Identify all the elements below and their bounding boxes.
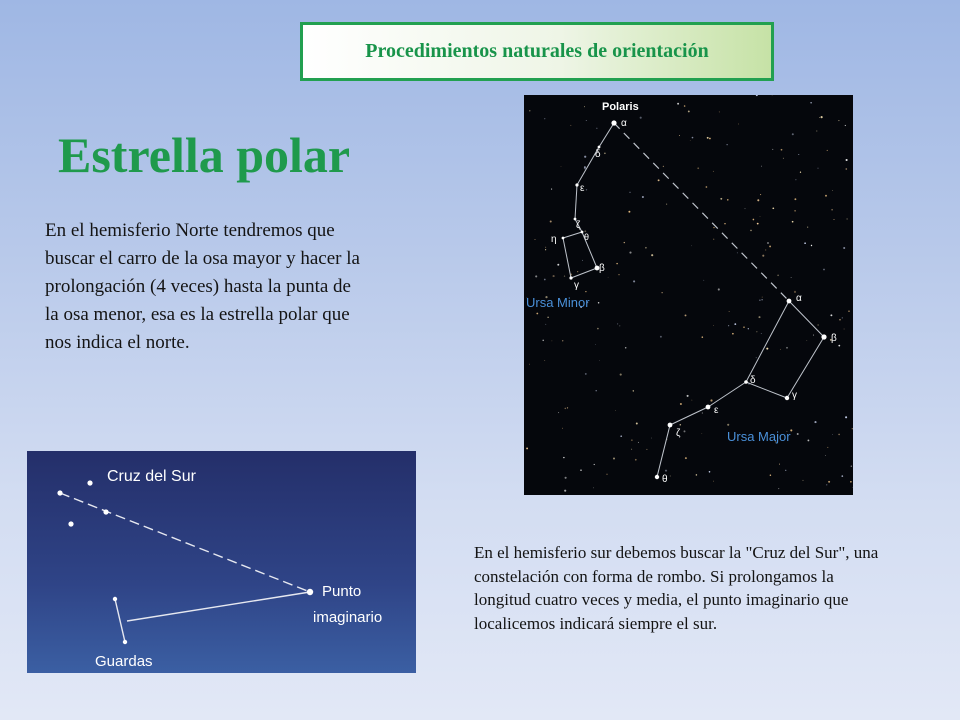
- star-umi-gamma: [569, 276, 572, 279]
- background-star: [625, 347, 627, 349]
- background-star: [761, 166, 762, 167]
- background-star: [563, 457, 564, 458]
- background-star: [818, 168, 819, 169]
- background-star: [662, 292, 663, 293]
- background-star: [565, 477, 567, 479]
- background-star: [586, 120, 587, 121]
- background-star: [629, 192, 630, 193]
- background-star: [702, 412, 703, 413]
- background-star: [638, 442, 639, 443]
- background-star: [660, 336, 662, 338]
- background-star: [692, 400, 693, 401]
- background-star: [585, 291, 586, 292]
- greek-umi-epsilon: ε: [580, 183, 585, 194]
- background-star: [795, 179, 796, 180]
- star-cruz-3: [103, 509, 108, 514]
- punto-label-line1: Punto: [322, 583, 362, 600]
- background-star: [804, 242, 806, 244]
- background-star: [800, 172, 801, 173]
- background-star: [834, 219, 835, 220]
- background-star: [753, 219, 755, 221]
- background-star: [640, 117, 642, 119]
- background-star: [545, 360, 546, 361]
- background-star: [780, 349, 781, 350]
- star-guarda-1: [113, 597, 117, 601]
- background-star: [781, 149, 783, 151]
- background-star: [709, 138, 711, 140]
- background-star: [807, 227, 808, 228]
- background-star: [727, 424, 729, 426]
- background-star: [684, 105, 686, 107]
- background-star: [838, 120, 839, 121]
- background-star: [785, 470, 786, 471]
- background-star: [617, 323, 618, 324]
- background-star: [692, 137, 694, 139]
- background-star: [691, 245, 692, 246]
- background-star: [529, 364, 530, 365]
- background-star: [843, 247, 845, 249]
- background-star: [772, 95, 773, 96]
- background-star: [713, 325, 714, 326]
- background-star: [748, 328, 749, 329]
- background-star: [713, 481, 714, 482]
- background-star: [841, 475, 843, 477]
- greek-uma-epsilon: ε: [714, 405, 719, 416]
- slide-title: Estrella polar: [58, 127, 351, 183]
- background-star: [794, 210, 796, 212]
- background-star: [584, 166, 586, 168]
- background-star: [706, 186, 708, 188]
- cruz-title: Cruz del Sur: [107, 468, 196, 485]
- background-star: [688, 110, 690, 112]
- background-star: [757, 223, 759, 225]
- star-uma-eta: [655, 475, 659, 479]
- background-star: [651, 438, 652, 439]
- background-star: [593, 487, 594, 488]
- background-star: [756, 357, 757, 358]
- background-star: [642, 196, 644, 198]
- background-star: [727, 144, 728, 145]
- ursa-major-label: Ursa Major: [727, 429, 791, 444]
- background-star: [608, 277, 609, 278]
- background-star: [564, 490, 566, 492]
- background-star: [845, 125, 846, 126]
- ursa-chart-svg: [524, 95, 853, 495]
- background-star: [759, 299, 760, 300]
- background-star: [828, 481, 830, 483]
- background-star: [757, 199, 759, 201]
- background-star: [690, 140, 691, 141]
- background-star: [816, 130, 817, 131]
- background-star: [598, 302, 600, 304]
- punto-label-line2: imaginario: [313, 609, 383, 626]
- star-uma-beta: [821, 334, 826, 339]
- background-star: [738, 124, 739, 125]
- background-star: [762, 255, 764, 257]
- cruz-del-sur-chart: [27, 451, 416, 673]
- background-star: [547, 317, 548, 318]
- background-star: [832, 434, 833, 435]
- background-star: [810, 102, 811, 103]
- background-star: [727, 199, 728, 200]
- greek-umi-delta: δ: [595, 149, 601, 160]
- star-punto-imaginario: [307, 589, 313, 595]
- background-star: [536, 313, 538, 315]
- guardas-label: Guardas: [95, 653, 153, 670]
- ursa-minor-label: Ursa Minor: [526, 295, 590, 310]
- greek-umi-gamma: γ: [574, 280, 579, 291]
- background-star: [697, 167, 699, 169]
- background-star: [813, 335, 814, 336]
- background-star: [814, 421, 816, 423]
- background-star: [651, 254, 653, 256]
- background-star: [762, 297, 763, 298]
- background-star: [758, 316, 760, 318]
- background-star: [658, 179, 660, 181]
- background-star: [792, 133, 794, 135]
- background-star: [825, 195, 827, 197]
- background-star: [595, 344, 596, 345]
- background-star: [551, 189, 552, 190]
- background-star: [772, 149, 773, 150]
- background-star: [846, 218, 847, 219]
- background-star: [848, 310, 849, 311]
- background-star: [701, 433, 702, 434]
- background-star: [596, 128, 597, 129]
- background-star: [827, 150, 828, 151]
- background-star: [703, 280, 704, 281]
- greek-umi-eta: η: [551, 234, 557, 245]
- background-star: [633, 280, 635, 282]
- background-star: [779, 464, 780, 465]
- background-star: [670, 476, 671, 477]
- background-star: [713, 171, 714, 172]
- background-star: [629, 252, 631, 254]
- background-star: [631, 439, 632, 440]
- background-star: [620, 435, 622, 437]
- background-star: [718, 288, 720, 290]
- background-star: [553, 275, 555, 277]
- background-star: [585, 373, 587, 375]
- background-star: [821, 116, 823, 118]
- background-star: [613, 458, 615, 460]
- background-star: [550, 220, 552, 222]
- background-star: [599, 360, 600, 361]
- background-star: [624, 242, 625, 243]
- background-star: [761, 299, 762, 300]
- star-uma-delta: [744, 380, 748, 384]
- background-star: [619, 325, 620, 326]
- background-star: [615, 410, 616, 411]
- background-star: [826, 484, 827, 485]
- background-star: [850, 481, 852, 483]
- background-star: [851, 466, 852, 467]
- background-star: [545, 247, 546, 248]
- background-star: [732, 333, 734, 335]
- background-star: [838, 345, 840, 347]
- star-umi-eta: [562, 237, 565, 240]
- background-star: [633, 390, 634, 391]
- background-star: [584, 156, 586, 158]
- greek-uma-beta: β: [831, 333, 837, 344]
- background-star: [772, 207, 774, 209]
- star-uma-alpha: [787, 299, 792, 304]
- background-star: [544, 118, 545, 119]
- star-uma-zeta: [668, 423, 673, 428]
- background-star: [845, 416, 847, 418]
- background-star: [586, 189, 587, 190]
- greek-uma-zeta: ζ: [676, 428, 681, 439]
- background-star: [724, 223, 725, 224]
- background-star: [806, 340, 807, 341]
- background-star: [680, 424, 682, 426]
- background-star: [761, 333, 762, 334]
- background-star: [628, 211, 630, 213]
- cruz-chart-svg: [27, 451, 416, 673]
- background-star: [582, 260, 583, 261]
- greek-uma-eta: θ: [662, 474, 668, 485]
- background-star: [564, 276, 565, 277]
- background-star: [707, 137, 709, 139]
- greek-uma-alpha: α: [796, 293, 802, 304]
- background-star: [529, 110, 530, 111]
- background-star: [786, 347, 788, 349]
- star-uma-gamma: [785, 396, 789, 400]
- background-star: [720, 198, 722, 200]
- star-umi-delta: [598, 146, 601, 149]
- background-star: [552, 341, 553, 342]
- background-star: [710, 399, 712, 401]
- background-star: [565, 408, 567, 410]
- background-star: [558, 412, 559, 413]
- background-star: [794, 198, 796, 200]
- star-cruz-4: [68, 521, 73, 526]
- background-star: [709, 471, 711, 473]
- star-guarda-2: [123, 640, 127, 644]
- background-star: [677, 103, 679, 105]
- background-star: [535, 275, 537, 277]
- background-star: [750, 230, 752, 232]
- background-star: [631, 449, 632, 450]
- background-star: [743, 326, 744, 327]
- star-umi-junction: [581, 231, 584, 234]
- greek-umi-zeta: ζ: [576, 220, 581, 231]
- background-star: [778, 488, 779, 489]
- background-star: [842, 317, 843, 318]
- background-star: [618, 274, 619, 275]
- background-star: [570, 125, 571, 126]
- background-star: [783, 158, 784, 159]
- background-star: [595, 390, 596, 391]
- background-star: [844, 329, 845, 330]
- background-star: [807, 439, 809, 441]
- background-star: [819, 117, 820, 118]
- star-cruz-2: [87, 480, 92, 485]
- background-star: [760, 216, 761, 217]
- background-star: [636, 423, 638, 425]
- background-star: [606, 474, 607, 475]
- greek-umi-alpha: α: [621, 118, 627, 129]
- background-star: [680, 403, 682, 405]
- background-star: [852, 428, 853, 429]
- background-star: [594, 464, 595, 465]
- star-polaris: [611, 120, 616, 125]
- background-star: [791, 277, 792, 278]
- background-star: [792, 221, 794, 223]
- greek-uma-gamma: γ: [792, 390, 797, 401]
- background-star: [597, 328, 599, 330]
- background-star: [713, 239, 714, 240]
- background-star: [832, 190, 833, 191]
- background-star: [719, 111, 720, 112]
- background-star: [818, 324, 819, 325]
- background-star: [567, 407, 568, 408]
- background-star: [839, 319, 841, 321]
- south-hemisphere-text: En el hemisferio sur debemos buscar la "Cruz del Sur", una constelación con forma de rombo. Si prolongamos la longitud cuatro veces y media, el punto imaginario que localicemos indicará siempre el sur.: [474, 543, 879, 633]
- background-star: [684, 430, 686, 432]
- background-star: [838, 434, 840, 436]
- greek-uma-delta: δ: [750, 375, 756, 386]
- background-star: [687, 395, 689, 397]
- background-star: [766, 348, 768, 350]
- background-star: [562, 340, 563, 341]
- background-star: [577, 271, 578, 272]
- background-star: [825, 455, 826, 456]
- greek-umi-beta: β: [599, 263, 605, 274]
- background-star: [679, 135, 680, 136]
- background-star: [798, 154, 799, 155]
- background-star: [557, 264, 559, 266]
- background-star: [744, 208, 745, 209]
- background-star: [845, 168, 847, 170]
- background-star: [685, 314, 687, 316]
- background-star: [713, 227, 714, 228]
- cruz-background: [27, 451, 416, 673]
- background-star: [696, 474, 698, 476]
- north-hemisphere-text: En el hemisferio Norte tendremos que buscar el carro de la osa mayor y hacer la prolongación (4 veces) hasta la punta de la osa menor, esa es la estrella polar que nos indica el norte.: [45, 220, 360, 353]
- background-star: [702, 336, 704, 338]
- background-star: [646, 449, 647, 450]
- background-star: [584, 106, 585, 107]
- greek-umi-theta: θ: [584, 232, 590, 242]
- background-star: [685, 457, 687, 459]
- background-star: [665, 470, 667, 472]
- slide-header: [300, 22, 774, 81]
- background-star: [545, 324, 546, 325]
- background-star: [604, 152, 606, 154]
- background-star: [765, 249, 766, 250]
- background-star: [580, 469, 581, 470]
- background-star: [846, 159, 848, 161]
- background-star: [827, 447, 828, 448]
- background-star: [760, 194, 761, 195]
- background-star: [561, 166, 562, 167]
- background-star: [535, 239, 536, 240]
- background-star: [777, 274, 779, 276]
- background-star: [526, 447, 528, 449]
- background-star: [803, 480, 804, 481]
- background-star: [737, 253, 738, 254]
- background-star: [562, 428, 563, 429]
- background-star: [831, 209, 833, 211]
- background-star: [756, 331, 757, 332]
- header-label: Procedimientos naturales de orientación: [365, 40, 709, 62]
- star-cruz-1: [57, 490, 62, 495]
- background-star: [823, 269, 825, 271]
- polaris-label: Polaris: [602, 101, 639, 113]
- background-star: [544, 279, 546, 281]
- background-star: [635, 459, 637, 461]
- background-star: [811, 245, 812, 246]
- background-star: [769, 245, 771, 247]
- background-star: [734, 323, 736, 325]
- star-umi-epsilon: [575, 183, 578, 186]
- background-star: [729, 311, 730, 312]
- background-star: [767, 242, 769, 244]
- background-star: [830, 314, 832, 316]
- background-star: [542, 340, 543, 341]
- background-star: [616, 263, 617, 264]
- background-star: [663, 166, 664, 167]
- background-star: [620, 374, 622, 376]
- background-star: [666, 204, 667, 205]
- background-star: [645, 247, 647, 249]
- background-star: [797, 433, 799, 435]
- background-star: [728, 325, 729, 326]
- background-star: [770, 474, 771, 475]
- ursa-star-chart: [524, 95, 853, 495]
- star-uma-epsilon: [706, 405, 711, 410]
- background-star: [545, 249, 546, 250]
